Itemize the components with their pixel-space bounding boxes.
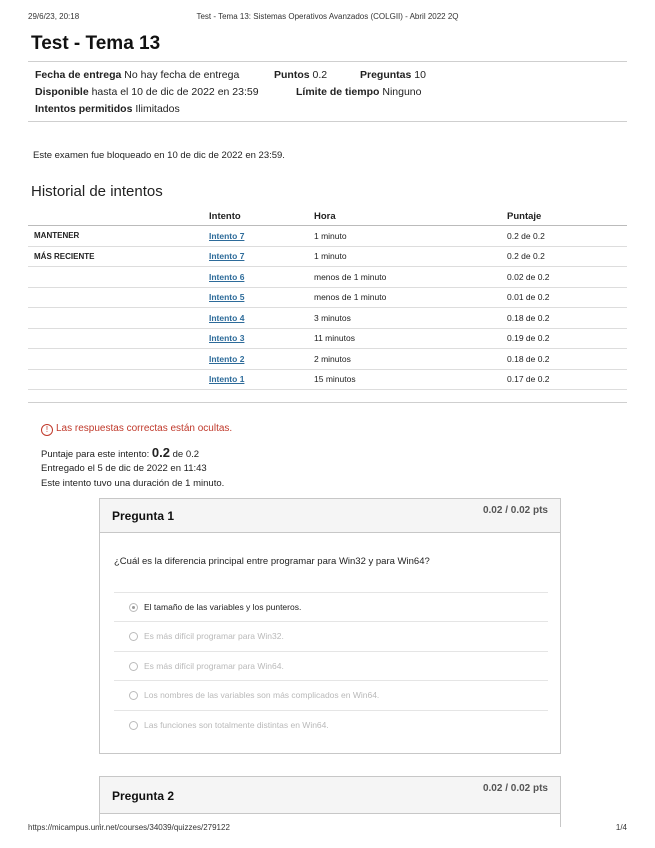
radio-selected-icon[interactable] (129, 603, 138, 612)
questions-label: Preguntas (360, 69, 412, 81)
answer-text: Los nombres de las variables son más complicados en Win64. (144, 690, 380, 700)
points-value: 0.2 (312, 69, 328, 81)
attempt-cell (209, 369, 314, 390)
table-row (28, 246, 627, 267)
due-label: Fecha de entrega (35, 69, 122, 81)
score-cell: 0.19 de 0.2 (507, 328, 627, 349)
answer-option[interactable] (114, 592, 548, 622)
points-label: Puntos (274, 69, 310, 81)
time-cell: 3 minutos (314, 308, 507, 329)
page-url: https://micampus.unir.net/courses/34039/quizzes/279122 (28, 823, 230, 832)
print-datetime: 29/6/23, 20:18 (28, 12, 80, 21)
divider (28, 61, 627, 62)
table-row (28, 267, 627, 288)
score-cell: 0.17 de 0.2 (507, 369, 627, 390)
hidden-answers-text: Las respuestas correctas están ocultas. (56, 423, 233, 434)
warning-icon: ! (41, 424, 53, 436)
answer-option[interactable] (114, 651, 548, 681)
due-value: No hay fecha de entrega (124, 69, 240, 81)
score-value: 0.2 (151, 445, 170, 460)
attempt-link[interactable]: Intento 6 (209, 271, 245, 282)
score-suffix: de 0.2 (172, 449, 200, 460)
row-label (28, 287, 209, 308)
answer-option[interactable] (114, 621, 548, 651)
attempt-cell (209, 246, 314, 267)
attempt-link[interactable]: Intento 4 (209, 312, 245, 323)
score-cell: 0.01 de 0.2 (507, 287, 627, 308)
question-card (99, 776, 561, 827)
table-row (28, 287, 627, 308)
available-meta (35, 86, 259, 98)
answer-text: Es más difícil programar para Win64. (144, 661, 284, 671)
table-row (28, 308, 627, 329)
answer-text: Es más difícil programar para Win32. (144, 631, 284, 641)
table-row (28, 369, 627, 390)
attempt-link[interactable]: Intento 1 (209, 374, 245, 385)
row-label (28, 349, 209, 370)
score-cell: 0.18 de 0.2 (507, 349, 627, 370)
attempt-cell (209, 328, 314, 349)
time-cell: menos de 1 minuto (314, 267, 507, 288)
row-label (28, 308, 209, 329)
radio-icon[interactable] (129, 662, 138, 671)
questions-meta (360, 69, 426, 81)
page-number: 1/4 (615, 823, 627, 832)
available-value: hasta el 10 de dic de 2022 en 23:59 (91, 86, 259, 98)
column-header (28, 208, 209, 226)
question-name: Pregunta 2 (112, 789, 175, 803)
divider (28, 402, 627, 403)
row-label (28, 267, 209, 288)
attempt-score (41, 445, 199, 460)
row-label: MANTENER (28, 226, 209, 247)
score-prefix: Puntaje para este intento: (41, 449, 150, 460)
question-text: ¿Cuál es la diferencia principal entre programar para Win32 y para Win64? (114, 556, 430, 567)
radio-icon[interactable] (129, 721, 138, 730)
time-cell: 1 minuto (314, 246, 507, 267)
question-name: Pregunta 1 (112, 509, 175, 523)
time-limit-label: Límite de tiempo (296, 86, 380, 98)
attempt-history-table (28, 208, 627, 390)
table-row (28, 226, 627, 247)
quiz-meta-row-1 (35, 69, 239, 81)
attempt-cell (209, 287, 314, 308)
question-header (100, 499, 560, 533)
question-header (100, 777, 560, 814)
attempt-link[interactable]: Intento 7 (209, 251, 245, 262)
attempts-label: Intentos permitidos (35, 103, 133, 115)
points-meta (274, 69, 327, 81)
score-cell: 0.18 de 0.2 (507, 308, 627, 329)
score-cell: 0.2 de 0.2 (507, 226, 627, 247)
table-header-row (28, 208, 627, 226)
attempt-link[interactable]: Intento 3 (209, 333, 245, 344)
score-cell: 0.02 de 0.2 (507, 267, 627, 288)
answer-text: El tamaño de las variables y los punteros. (144, 602, 302, 612)
attempt-link[interactable]: Intento 7 (209, 230, 245, 241)
attempt-cell (209, 308, 314, 329)
question-card (99, 498, 561, 754)
time-cell: menos de 1 minuto (314, 287, 507, 308)
page-title: Test - Tema 13 (31, 33, 161, 54)
score-cell: 0.2 de 0.2 (507, 246, 627, 267)
hidden-answers-notice (41, 423, 232, 436)
attempts-value: Ilimitados (135, 103, 180, 115)
answer-option[interactable] (114, 680, 548, 710)
time-cell: 2 minutos (314, 349, 507, 370)
row-label (28, 369, 209, 390)
table-row (28, 328, 627, 349)
answer-text: Las funciones son totalmente distintas en Win64. (144, 720, 329, 730)
table-row (28, 349, 627, 370)
question-points: 0.02 / 0.02 pts (482, 505, 548, 516)
time-cell: 11 minutos (314, 328, 507, 349)
time-cell: 1 minuto (314, 226, 507, 247)
submitted-text: Entregado el 5 de dic de 2022 en 11:43 (41, 463, 207, 474)
duration-text: Este intento tuvo una duración de 1 minuto. (41, 478, 225, 489)
available-label: Disponible (35, 86, 89, 98)
attempt-cell (209, 349, 314, 370)
locked-notice: Este examen fue bloqueado en 10 de dic de 2022 en 23:59. (33, 150, 285, 161)
time-limit-value: Ninguno (382, 86, 422, 98)
history-title: Historial de intentos (31, 183, 163, 200)
attempt-link[interactable]: Intento 2 (209, 353, 245, 364)
time-limit-meta (296, 86, 421, 98)
attempt-cell (209, 226, 314, 247)
column-header: Hora (314, 208, 507, 226)
column-header: Intento (209, 208, 314, 226)
questions-value: 10 (414, 69, 426, 81)
question-points: 0.02 / 0.02 pts (482, 783, 548, 794)
attempt-link[interactable]: Intento 5 (209, 292, 245, 303)
column-header: Puntaje (507, 208, 627, 226)
radio-icon[interactable] (129, 632, 138, 641)
answer-option[interactable] (114, 710, 548, 740)
divider (28, 121, 627, 122)
radio-icon[interactable] (129, 691, 138, 700)
row-label (28, 328, 209, 349)
attempts-meta (35, 103, 180, 115)
time-cell: 15 minutos (314, 369, 507, 390)
print-title: Test - Tema 13: Sistemas Operativos Avanzados (COLGII) - Abril 2022 2Q (196, 12, 459, 21)
row-label: MÁS RECIENTE (28, 246, 209, 267)
attempt-cell (209, 267, 314, 288)
